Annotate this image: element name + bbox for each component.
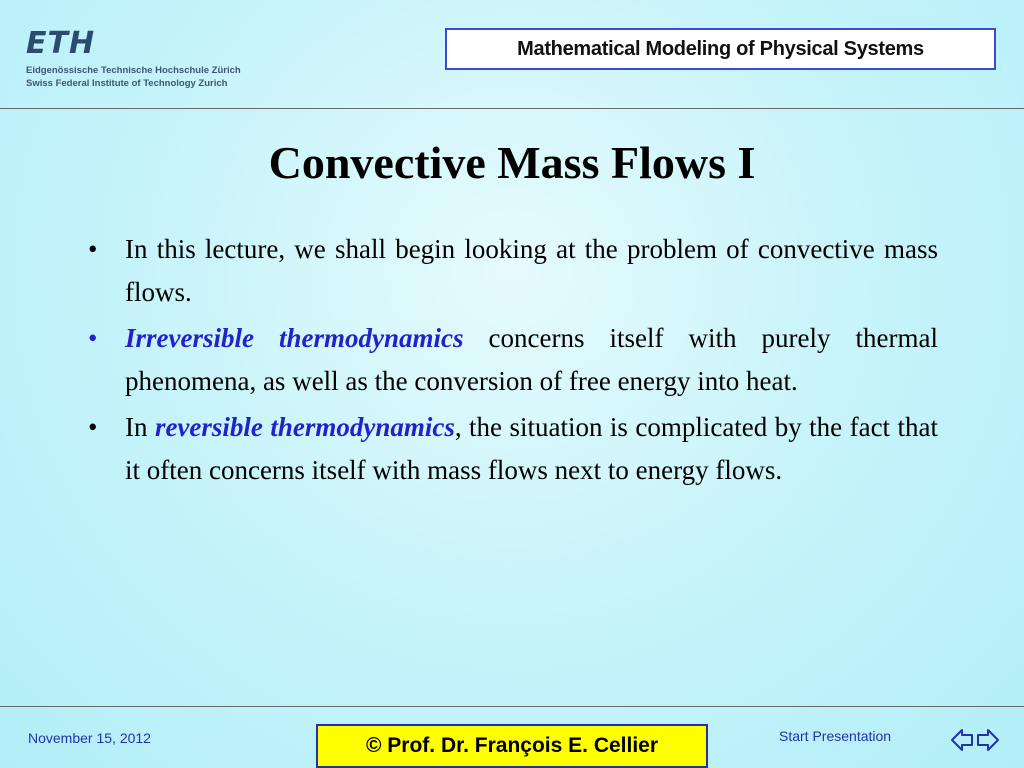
bullet-marker: • [88, 412, 98, 442]
arrow-left-icon[interactable] [950, 726, 974, 754]
header-divider [0, 108, 1024, 109]
eth-logo [26, 26, 266, 90]
emphasis-term: reversible thermodynamics [154, 412, 455, 442]
copyright-box [316, 724, 708, 768]
bullet-text: concerns itself with purely thermal phenomena, as well as the conversion of free energy into heat. [125, 323, 938, 396]
logo-mark: ETH [26, 26, 96, 61]
slide-title: Convective Mass Flows I [268, 137, 756, 188]
start-presentation-link[interactable]: Start Presentation [779, 728, 892, 744]
course-title-box [445, 28, 996, 70]
copyright-text: © Prof. Dr. François E. Cellier [365, 734, 659, 757]
bullet-text: , the situation is complicated by the fact that it often concerns itself with mass flows next to energy flows. [125, 412, 938, 485]
bullet-list [88, 228, 938, 495]
footer-divider [0, 706, 1024, 707]
arrow-right-icon[interactable] [976, 726, 1000, 754]
logo-subtitle-german: Eidgenössische Technische Hochschule Zürich [26, 65, 241, 76]
logo-subtitle-english: Swiss Federal Institute of Technology Zurich [26, 78, 228, 89]
bullet-item [88, 406, 938, 492]
footer-date: November 15, 2012 [28, 730, 151, 746]
bullet-lead-text: In [125, 412, 155, 442]
emphasis-term: Irreversible thermodynamics [125, 323, 464, 353]
bullet-item [88, 228, 938, 314]
slide-navigation [950, 726, 1000, 754]
course-title: Mathematical Modeling of Physical Systems [517, 37, 924, 60]
bullet-marker: • [88, 234, 98, 264]
bullet-text: In this lecture, we shall begin looking at the problem of convective mass flows. [125, 234, 938, 307]
bullet-marker: • [88, 323, 98, 353]
bullet-item [88, 317, 938, 403]
